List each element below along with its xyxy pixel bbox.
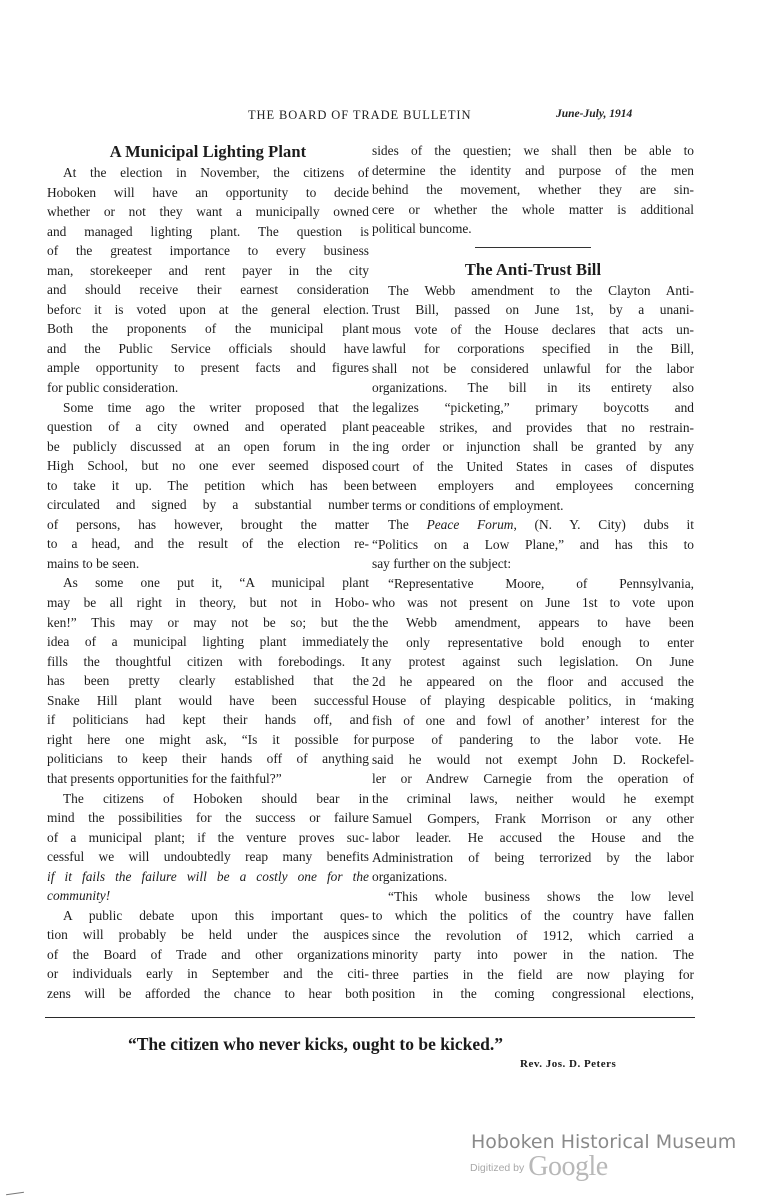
text-line: lawful for corporations specified in the Bill,: [372, 341, 694, 357]
text-line: As some one put it, “A municipal plant: [63, 575, 369, 591]
section-divider: [475, 247, 591, 248]
text-line: politicians to keep their hands off of anything: [47, 751, 369, 767]
text-line: the Webb amendment, appears to have been: [372, 615, 694, 631]
text-line: idea of a municipal lighting plant immediately: [47, 634, 369, 650]
text-line: question of a city owned and operated plant: [47, 419, 369, 435]
text-line: has been pretty clearly established that the: [47, 673, 369, 689]
digitized-by-watermark: [470, 1151, 608, 1183]
text-line: minority party into power in the nation. The: [372, 947, 694, 963]
text-line: of a municipal plant; if the venture proves suc-: [47, 829, 369, 845]
text-line: of persons, has however, brought the matter: [47, 516, 369, 532]
italic-text-line: if it fails the failure will be a costly one for the: [47, 868, 369, 884]
article-title-anti-trust: The Anti-Trust Bill: [464, 259, 602, 279]
text-line: of the greatest importance to every business: [47, 243, 369, 259]
text-line: [372, 515, 694, 535]
text-line: political buncome.: [372, 221, 472, 237]
text-line: three parties in the field are now playing for: [372, 966, 694, 982]
text-line: if politicians had kept their hands off, and: [47, 712, 369, 728]
text-line: court of the United States in cases of disputes: [372, 458, 694, 474]
text-line: say further on the subject:: [372, 556, 512, 572]
text-line: tion will probably be held under the auspices: [47, 927, 369, 943]
text-line: ample opportunity to present facts and figures: [47, 360, 369, 376]
text-line: between employers and employees concerning: [372, 478, 694, 494]
text-line: High School, but no one ever seemed disposed: [47, 458, 369, 474]
paragraph: [372, 281, 694, 516]
text-line: Trust Bill, passed on June 1st, by a unani-: [372, 302, 694, 318]
text-line: fills the thoughtful citizen with forebodings. It: [47, 653, 369, 669]
paragraph: [372, 515, 694, 574]
digitized-by-label: Digitized by: [470, 1162, 525, 1174]
text-line: any protest against such legislation. On June: [372, 654, 694, 670]
issue-date: June-July, 1914: [556, 108, 633, 120]
text-line: Snake Hill plant would have been successful: [47, 692, 369, 708]
text-line: circulated and signed by a substantial number: [47, 497, 369, 513]
text-line: said he would not exempt John D. Rockefel-: [372, 751, 694, 767]
quote-attribution: Rev. Jos. D. Peters: [520, 1058, 617, 1070]
text-line: “This whole business shows the low level: [388, 888, 694, 904]
text-line: man, storekeeper and rent payer in the city: [47, 262, 369, 278]
text-line: “Representative Moore, of Pennsylvania,: [388, 575, 694, 591]
text-line: the criminal laws, neither would he exempt: [372, 790, 694, 806]
text-line: A public debate upon this important ques-: [63, 907, 369, 923]
text-line: determine the identity and purpose of the men: [372, 162, 694, 178]
paragraph: [372, 574, 694, 887]
text-line: the only representative bold enough to enter: [372, 634, 694, 650]
text-line: ler or Andrew Carnegie from the operation of: [372, 771, 694, 787]
article-title-lighting-plant: A Municipal Lighting Plant: [109, 142, 307, 161]
text-line: cessful we will undoubtedly reap many benefits: [47, 849, 369, 865]
paragraph: [47, 573, 369, 788]
publication-title: THE BOARD OF TRADE BULLETIN: [248, 108, 472, 122]
text-line: House of playing despicable politics, in ‘making: [372, 693, 694, 709]
text-line: mous vote of the House declares that acts un-: [372, 321, 694, 337]
text-line: fish of one and fowl of another’ interest for the: [372, 712, 694, 728]
text-line: Hoboken will have an opportunity to decide: [47, 184, 369, 200]
text-line: mind the possibilities for the success or failure: [47, 810, 369, 826]
text-line: of the Board of Trade and other organizations: [47, 946, 369, 962]
paragraph: [47, 906, 369, 1004]
text-line: organizations. The bill in its entirety also: [372, 380, 694, 396]
footer-quote: “The citizen who never kicks, ought to be kicked.”: [128, 1034, 503, 1054]
text-line: ing order or injunction shall be granted by any: [372, 439, 694, 455]
museum-watermark: Hoboken Historical Museum: [471, 1131, 737, 1153]
text-fragment: The: [388, 517, 427, 533]
text-line: who was not present on June 1st to vote upon: [372, 595, 694, 611]
text-line: be publicly discussed at an open forum in the: [47, 438, 369, 454]
text-line: The citizens of Hoboken should bear in: [63, 790, 369, 806]
text-line: mains to be seen.: [47, 555, 140, 571]
text-line: right here one might ask, “Is it possible for: [47, 731, 369, 747]
paragraph: [372, 887, 694, 1004]
text-line: ken!” This may or may not be so; but the: [47, 614, 369, 630]
text-line: purpose of pandering to the labor vote. He: [372, 732, 694, 748]
text-line: that presents opportunities for the faithful?”: [47, 770, 282, 786]
text-line: position in the coming congressional elections,: [372, 986, 694, 1002]
text-line: beforc it is voted upon at the general election.: [47, 301, 369, 317]
text-line: organizations.: [372, 869, 448, 885]
text-line: and should receive their earnest consideration: [47, 282, 369, 298]
text-line: to take it up. The petition which has been: [47, 477, 369, 493]
left-column: [47, 141, 369, 1004]
text-line: “Politics on a Low Plane,” and has this to: [372, 536, 694, 552]
text-line: terms or conditions of employment.: [372, 497, 564, 513]
text-line: shall not be considered unlawful for the labor: [372, 360, 694, 376]
text-line: since the revolution of 1912, which carried a: [372, 927, 694, 943]
text-line: 2d he appeared on the floor and accused the: [372, 673, 694, 689]
running-head: [0, 108, 767, 128]
text-line: peaceable strikes, and provides that no restrain-: [372, 419, 694, 435]
google-logo: Google: [528, 1151, 608, 1182]
text-line: Both the proponents of the municipal plant: [47, 321, 369, 337]
text-line: zens will be afforded the chance to hear both: [47, 985, 369, 1001]
text-line: Administration of being terrorized by the labor: [372, 849, 694, 865]
text-line: cere or whether the whole matter is additional: [372, 201, 694, 217]
text-fragment: , (N. Y. City) dubs it: [513, 517, 694, 533]
text-line: to which the politics of the country have fallen: [372, 908, 694, 924]
italic-text-line: community!: [47, 888, 111, 904]
paragraph-continued: [372, 141, 694, 239]
text-line: or individuals early in September and the citi-: [47, 966, 369, 982]
text-line: sides of the questien; we shall then be able to: [372, 143, 694, 158]
paragraph: [47, 789, 369, 906]
right-column: [372, 141, 694, 1004]
text-line: for public consideration.: [47, 380, 179, 396]
paragraph: [47, 163, 369, 398]
publication-name: Peace Forum: [426, 517, 514, 533]
text-line: to a head, and the result of the election re-: [47, 536, 369, 552]
text-line: At the election in November, the citizens of: [63, 165, 369, 180]
text-line: legalizes “picketing,” primary boycotts and: [372, 400, 694, 416]
text-line: and managed lighting plant. The question is: [47, 223, 369, 239]
footer-rule: [45, 1017, 695, 1018]
text-line: and the Public Service officials should have: [47, 340, 369, 356]
scan-artifact: [6, 1192, 24, 1195]
text-line: whether or not they want a municipally owned: [47, 204, 369, 220]
text-line: labor leader. He accused the House and the: [372, 830, 694, 846]
paragraph: [47, 398, 369, 574]
text-line: Some time ago the writer proposed that the: [63, 399, 369, 415]
text-line: may be all right in theory, but not in Hobo-: [47, 595, 369, 611]
text-line: The Webb amendment to the Clayton Anti-: [388, 282, 694, 298]
text-line: behind the movement, whether they are sin-: [372, 182, 694, 198]
text-line: Samuel Gompers, Frank Morrison or any other: [372, 810, 694, 826]
